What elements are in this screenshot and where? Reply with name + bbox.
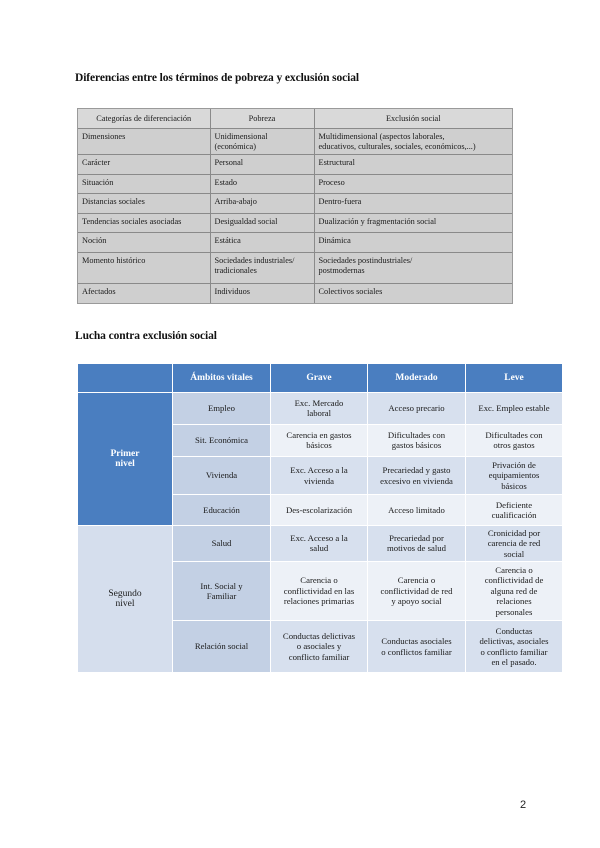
t2-cell: Conductas asociales o conflictos familiar [368, 621, 466, 673]
t1-row [78, 252, 512, 283]
t1-cell: Sociedades industriales/ tradicionales [210, 252, 314, 283]
t2-cell: Exc. Mercado laboral [271, 393, 368, 425]
t2-cell: Precariedad por motivos de salud [368, 526, 466, 562]
t1-cell: Estado [210, 174, 314, 194]
t2-ambito-cell: Sit. Económica [173, 424, 271, 456]
t1-row [78, 213, 512, 233]
t2-ambito-cell: Relación social [173, 621, 271, 673]
t2-ambito-cell: Vivienda [173, 456, 271, 494]
t2-cell: Exc. Empleo estable [466, 393, 563, 425]
t1-cell: Tendencias sociales asociadas [78, 213, 210, 233]
t1-cell: Proceso [314, 174, 512, 194]
t2-ambito-cell: Educación [173, 495, 271, 526]
t2-header-ambitos: Ámbitos vitales [173, 364, 271, 393]
t1-cell: Estática [210, 233, 314, 253]
t1-cell: Arriba-abajo [210, 194, 314, 214]
t2-row [78, 393, 563, 425]
t2-cell: Privación de equipamientos básicos [466, 456, 563, 494]
t2-header-leve: Leve [466, 364, 563, 393]
t2-cell: Conductas delictivas, asociales o conflicto familiar en el pasado. [466, 621, 563, 673]
t1-cell: Afectados [78, 283, 210, 303]
t1-cell: Dentro-fuera [314, 194, 512, 214]
t2-ambito-cell: Int. Social y Familiar [173, 561, 271, 621]
t2-row [78, 526, 563, 562]
t1-cell: Unidimensional (económica) [210, 128, 314, 155]
t1-cell: Estructural [314, 155, 512, 175]
t1-header-poverty: Pobreza [210, 109, 314, 128]
level-primer: Primer nivel [78, 393, 173, 526]
t1-cell: Personal [210, 155, 314, 175]
t2-cell: Acceso precario [368, 393, 466, 425]
t1-cell: Multidimensional (aspectos laborales, educativos, culturales, sociales, económicos,...) [314, 128, 512, 155]
t2-cell: Dificultades con gastos básicos [368, 424, 466, 456]
t1-cell: Desigualdad social [210, 213, 314, 233]
t1-cell: Carácter [78, 155, 210, 175]
t2-cell: Cronicidad por carencia de red social [466, 526, 563, 562]
page-number: 2 [520, 799, 527, 811]
t1-cell: Momento histórico [78, 252, 210, 283]
t2-cell: Des-escolarización [271, 495, 368, 526]
t2-cell: Conductas delictivas o asociales y conflicto familiar [271, 621, 368, 673]
t2-ambito-cell: Salud [173, 526, 271, 562]
t1-row [78, 283, 512, 303]
t1-row [78, 194, 512, 214]
t1-row [78, 174, 512, 194]
exclusion-levels-table [77, 363, 563, 673]
t1-row [78, 155, 512, 175]
t2-cell: Carencia en gastos básicos [271, 424, 368, 456]
t1-cell: Dualización y fragmentación social [314, 213, 512, 233]
t2-cell: Carencia o conflictividad de red y apoyo social [368, 561, 466, 621]
t2-cell: Deficiente cualificación [466, 495, 563, 526]
heading-fight-exclusion: Lucha contra exclusión social [75, 330, 217, 342]
t2-header-corner [78, 364, 173, 393]
t1-header-exclusion: Exclusión social [314, 109, 512, 128]
t2-cell: Precariedad y gasto excesivo en vivienda [368, 456, 466, 494]
heading-differences: Diferencias entre los términos de pobreza y exclusión social [75, 72, 360, 84]
t2-cell: Acceso limitado [368, 495, 466, 526]
t1-cell: Individuos [210, 283, 314, 303]
t1-header-categories: Categorías de diferenciación [78, 109, 210, 128]
t2-cell: Exc. Acceso a la salud [271, 526, 368, 562]
t1-cell: Colectivos sociales [318, 286, 383, 296]
t2-cell: Carencia o conflictividad de alguna red de relaciones personales [466, 561, 563, 621]
t1-row [78, 233, 512, 253]
t1-cell: Situación [78, 174, 210, 194]
t2-cell: Exc. Acceso a la vivienda [271, 456, 368, 494]
poverty-exclusion-table [77, 108, 513, 304]
t1-cell: Distancias sociales [78, 194, 210, 214]
t1-cell: Noción [78, 233, 210, 253]
t1-cell: Dimensiones [78, 128, 210, 155]
t1-row [78, 128, 512, 155]
t2-header-moderado: Moderado [368, 364, 466, 393]
t1-cell: Dinámica [314, 233, 512, 253]
t1-cell: Sociedades postindustriales/ postmodernas [314, 252, 512, 283]
t2-cell: Carencia o conflictividad en las relaciones primarias [271, 561, 368, 621]
t2-ambito-cell: Empleo [173, 393, 271, 425]
t2-cell: Dificultades con otros gastos [466, 424, 563, 456]
t2-header-grave: Grave [271, 364, 368, 393]
level-segundo: Segundo nivel [78, 526, 173, 673]
